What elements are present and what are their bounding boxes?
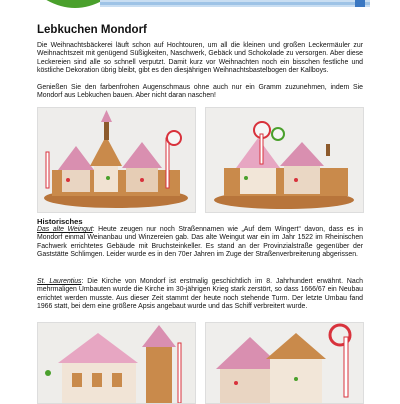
header-banner [0,0,400,16]
page-title: Lebkuchen Mondorf [37,24,147,36]
gingerbread-village-photo-back [205,107,364,213]
weingut-text: : Heute zeugen nur noch Straßennamen wie „Auf dem Wingert“ davon, dass es in Mondorf einmal Weinanbau und Winzereien gab. Das alte Weingut war ein im Jahr 1522 im Rheinischen Fachwerk errichtetes Gebäude mit Bruchsteinkeller. Es stand an der Provinzialstraße gegenüber der Gaststätte Schlimgen. Leider wurde es in den 70er Jahren im Zuge der Straßenverbreiterung abgerissen. [37,226,363,258]
history-heading: Historisches [37,217,83,226]
gingerbread-church-photo [37,322,196,404]
gingerbread-village-photo-front [37,107,196,213]
weingut-paragraph [37,226,363,259]
laurentius-text: : Die Kirche von Mondorf ist erstmalig geschichtlich im 8. Jahrhundert erwähnt. Nach mehrmaligen Umbauten wurde die Kirche im 30-jährigen Krieg stark zerstört, so dass 1666/67 ein Neubau errichtet werden musste. Aus dieser Zeit stammt der heute noch stehende Turm. Der letzte Umbau fand 1966 statt, bei dem eine größere Apsis angebaut wurde und das Schiff verbreitert wurde. [37,278,363,310]
laurentius-label: St. Laurentius [37,278,82,285]
gingerbread-house-closeup-photo [205,322,364,404]
intro-paragraph-2: Genießen Sie den farbenfrohen Augenschmaus ohne auch nur ein Gramm zuzunehmen, indem Sie Mondorf aus Lebkuchen bauen. Aber nicht daran naschen! [37,84,363,100]
weingut-label: Das alte Weingut [37,226,93,233]
laurentius-paragraph [37,278,363,311]
intro-paragraph: Die Weihnachtsbäckerei läuft schon auf Hochtouren, um all die kleinen und großen Leckermäuler zur Weihnachtszeit mit genügend Süßigkeiten, Naschwerk, Gebäck und Schokolade zu versorgen. Aber diese Leckereien sind alle so schnell verputzt. Damit kurz vor Weihnachten noch ein bisschen festliche und köstliche Dekoration übrig bleibt, gibt es den diesjährigen Weihnachtsbastelbogen der Kallboys. [37,42,363,74]
